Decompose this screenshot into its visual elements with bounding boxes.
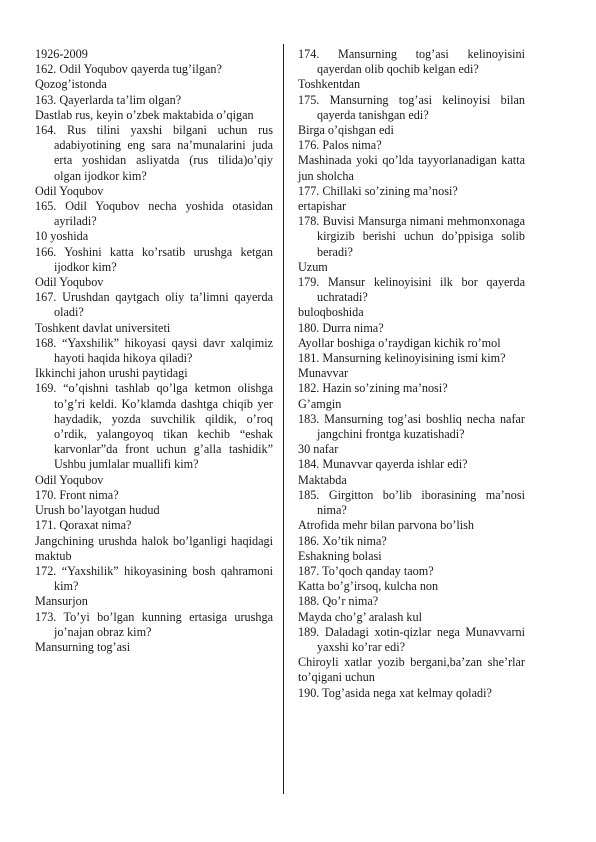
question-item: 165. Odil Yoqubov necha yoshida otasidan ayriladi? (35, 199, 273, 229)
question-item: 175. Mansurning tog’asi kelinoyisi bilan qayerda tanishgan edi? (298, 92, 525, 122)
question-item: 179. Mansur kelinoyisini ilk bor qayerda uchratadi? (298, 275, 525, 305)
question-item: 174. Mansurning tog’asi kelinoyisini qayerdan olib qochib kelgan edi? (298, 47, 525, 77)
answer-item: Atrofida mehr bilan parvona bo’lish (298, 518, 474, 533)
answer-item: Katta bo’g’irsoq, kulcha non (298, 579, 439, 594)
column-divider (283, 44, 284, 794)
question-item: 178. Buvisi Mansurga nimani mehmonxonaga kirgizib berishi uchun do’ppisiga solib beradi? (298, 214, 525, 259)
answer-item: 10 yoshida (35, 229, 89, 244)
answer-item: Jangchining urushda halok bo’lganligi haqidagi maktub (35, 533, 273, 563)
right-column (298, 47, 525, 701)
answer-item: Maktabda (298, 472, 347, 487)
answer-item: Dastlab rus, keyin o’zbek maktabida o’qigan (35, 107, 254, 122)
question-item: 166. Yoshini katta ko’rsatib urushga ketgan ijodkor kim? (35, 244, 273, 274)
answer-item: Odil Yoqubov (35, 275, 104, 290)
question-item: 182. Hazin so’zining ma’nosi? (298, 381, 448, 396)
left-column (35, 47, 273, 655)
answer-item: Birga o’qishgan edi (298, 123, 394, 138)
answer-item: Toshkentdan (298, 77, 361, 92)
question-item: 169. “o’qishni tashlab qo’lga ketmon olishga to’g’ri keldi. Ko’klamda dashtga chiqib yer haydadik, yozda suvchilik qildik, o’roq o’rdik, yalangoyoq tikan kechib “eshak karvonlar”da front uchun g’alla tashidik” Ushbu jumlalar muallifi kim? (35, 381, 273, 472)
answer-item: Uzum (298, 259, 328, 274)
answer-item: buloqboshida (298, 305, 364, 320)
question-item: 167. Urushdan qaytgach oliy ta’limni qayerda oladi? (35, 290, 273, 320)
question-item: 171. Qoraxat nima? (35, 518, 132, 533)
answer-item: Qozog’istonda (35, 77, 107, 92)
answer-item: 1926-2009 (35, 47, 88, 61)
answer-item: Mayda cho’g’ aralash kul (298, 609, 422, 624)
question-item: 190. Tog’asida nega xat kelmay qoladi? (298, 685, 492, 700)
answer-item: Chiroyli xatlar yozib bergani,ba’zan she’rlar to’qigani uchun (298, 655, 525, 685)
question-item: 184. Munavvar qayerda ishlar edi? (298, 457, 468, 472)
question-item: 187. To’qoch qanday taom? (298, 563, 434, 578)
answer-item: Mashinada yoki qo’lda tayyorlanadigan katta jun sholcha (298, 153, 525, 183)
question-item: 181. Mansurning kelinoyisining ismi kim? (298, 351, 506, 366)
question-item: 180. Durra nima? (298, 320, 384, 335)
answer-item: Mansurning tog’asi (35, 639, 131, 654)
question-item: 164. Rus tilini yaxshi bilgani uchun rus adabiyotining eng sara na’munalarini juda erta yoshidan asliyatda (rus tilida)o’qiy olgan ijodkor kim? (35, 123, 273, 183)
question-item: 170. Front nima? (35, 487, 119, 502)
answer-item: Toshkent davlat universiteti (35, 320, 171, 335)
answer-item: Ikkinchi jahon urushi paytidagi (35, 366, 188, 381)
answer-item: 30 nafar (298, 442, 339, 457)
question-item: 168. “Yaxshilik” hikoyasi qaysi davr xalqimiz hayoti haqida hikoya qiladi? (35, 335, 273, 366)
answer-item: G’amgin (298, 396, 342, 411)
answer-item: Eshakning bolasi (298, 548, 382, 563)
answer-item: ertapishar (298, 199, 347, 214)
question-item: 177. Chillaki so’zining ma’nosi? (298, 183, 458, 198)
question-item: 163. Qayerlarda ta’lim olgan? (35, 92, 182, 107)
answer-item: Odil Yoqubov (35, 472, 104, 487)
question-item: 183. Mansurning tog’asi boshliq necha nafar jangchini frontga kuzatishadi? (298, 411, 525, 442)
question-item: 173. To’yi bo’lgan kunning ertasiga urushga jo’najan obraz kim? (35, 609, 273, 639)
answer-item: Urush bo’layotgan hudud (35, 503, 160, 518)
question-item: 162. Odil Yoqubov qayerda tug’ilgan? (35, 62, 222, 77)
question-item: 188. Qo’r nima? (298, 594, 379, 609)
answer-item: Munavvar (298, 366, 349, 381)
answer-item: Mansurjon (35, 594, 88, 609)
question-item: 176. Palos nima? (298, 138, 382, 153)
question-item: 189. Daladagi xotin-qizlar nega Munavvarni yaxshi ko’rar edi? (298, 624, 525, 654)
question-item: 186. Xo’tik nima? (298, 533, 387, 548)
question-item: 172. “Yaxshilik” hikoyasining bosh qahramoni kim? (35, 563, 273, 594)
answer-item: Odil Yoqubov (35, 183, 104, 198)
question-item: 185. Girgitton bo’lib iborasining ma’nosi nima? (298, 487, 525, 518)
answer-item: Ayollar boshiga o’raydigan kichik ro’mol (298, 335, 501, 350)
